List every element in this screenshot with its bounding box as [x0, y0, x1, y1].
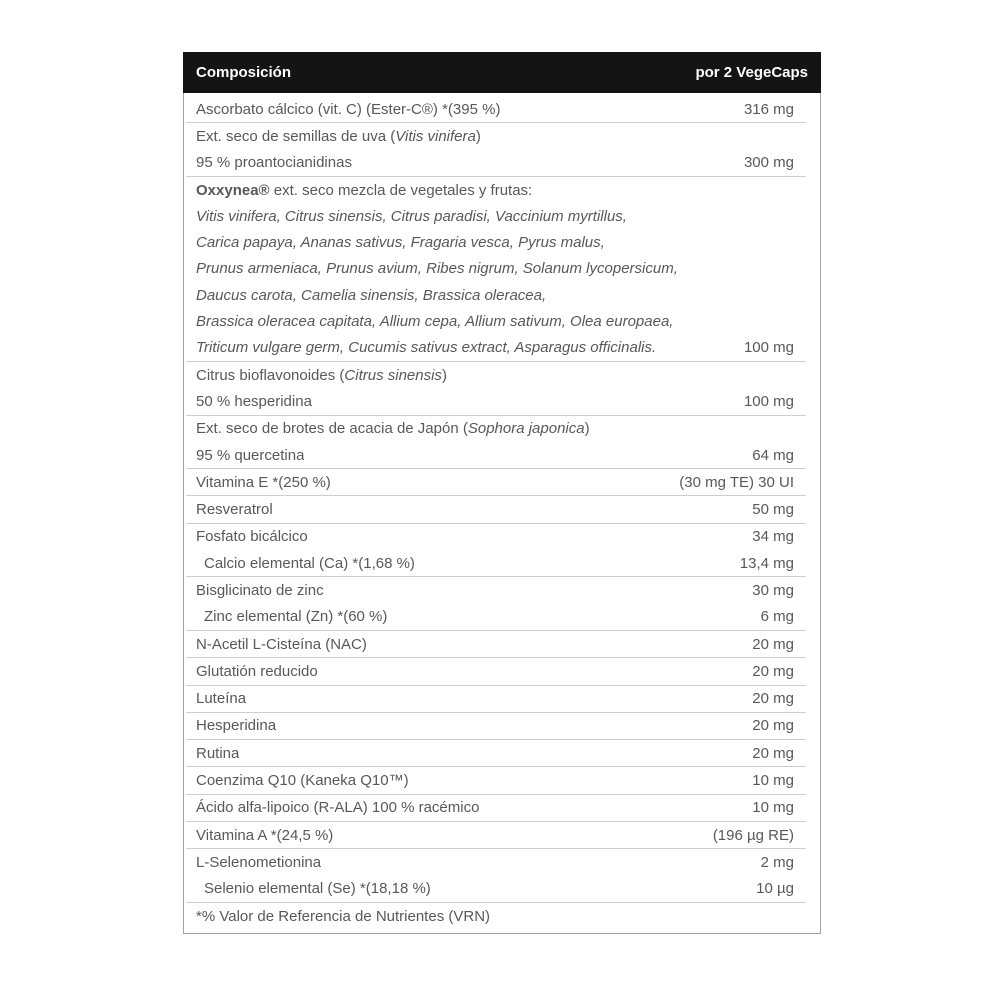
ingredient-line — [184, 740, 820, 766]
table-row-group — [184, 658, 820, 684]
ingredient-line — [184, 123, 820, 149]
table-row-group — [184, 362, 820, 415]
ingredient-line — [184, 203, 820, 229]
table-row-group — [184, 416, 820, 469]
serving-size-label: por 2 VegeCaps — [695, 64, 808, 81]
ingredient-amount: 50 mg — [752, 501, 794, 519]
ingredient-amount: 20 mg — [752, 744, 794, 762]
ingredient-line — [184, 442, 820, 468]
table-row-group — [184, 496, 820, 522]
ingredient-line — [184, 658, 820, 684]
ingredient-amount: 20 mg — [752, 662, 794, 680]
ingredient-name: Triticum vulgare germ, Cucumis sativus extract, Asparagus officinalis. — [196, 339, 657, 357]
ingredient-line — [184, 876, 820, 902]
ingredient-name: Daucus carota, Camelia sinensis, Brassica oleracea, — [196, 286, 547, 304]
ingredient-line — [184, 150, 820, 176]
ingredient-name: Brassica oleracea capitata, Allium cepa, Allium sativum, Olea europaea, — [196, 313, 674, 331]
ingredient-name: 50 % hesperidina — [196, 392, 312, 410]
ingredient-line — [184, 229, 820, 255]
table-row-group — [184, 524, 820, 577]
ingredient-amount: 6 mg — [760, 608, 794, 626]
ingredient-amount: (30 mg TE) 30 UI — [679, 473, 794, 491]
table-row-group — [184, 96, 820, 122]
table-row-group — [184, 822, 820, 848]
ingredient-line — [184, 631, 820, 657]
ingredient-name: Zinc elemental (Zn) *(60 %) — [204, 608, 388, 626]
ingredient-amount: 13,4 mg — [739, 554, 794, 572]
ingredient-line — [184, 822, 820, 848]
table-header — [183, 52, 821, 93]
table-row-group — [184, 177, 820, 361]
table-body — [183, 93, 821, 934]
table-row-group — [184, 849, 820, 902]
ingredient-amount: 10 mg — [752, 772, 794, 790]
ingredient-amount: 100 mg — [743, 339, 794, 357]
ingredient-name: 95 % proantocianidinas — [196, 154, 352, 172]
ingredient-name: Oxxynea® ext. seco mezcla de vegetales y frutas: — [196, 181, 533, 199]
ingredient-name: Vitis vinifera, Citrus sinensis, Citrus paradisi, Vaccinium myrtillus, — [196, 207, 627, 225]
ingredient-name: Rutina — [196, 744, 240, 762]
ingredient-line — [184, 362, 820, 388]
ingredient-line — [184, 577, 820, 603]
composition-table — [183, 52, 821, 934]
ingredient-name: L-Selenometionina — [196, 853, 322, 871]
ingredient-name: Glutatión reducido — [196, 662, 318, 680]
ingredient-name: Luteína — [196, 690, 247, 708]
rows-container — [184, 96, 820, 903]
table-row-group — [184, 713, 820, 739]
ingredient-name: Prunus armeniaca, Prunus avium, Ribes nigrum, Solanum lycopersicum, — [196, 260, 678, 278]
ingredient-line — [184, 496, 820, 522]
ingredient-amount: 20 mg — [752, 635, 794, 653]
ingredient-amount: 30 mg — [752, 581, 794, 599]
table-row-group — [184, 740, 820, 766]
table-row-group — [184, 577, 820, 630]
ingredient-line — [184, 282, 820, 308]
ingredient-name: Vitamina A *(24,5 %) — [196, 826, 334, 844]
ingredient-amount: 100 mg — [743, 392, 794, 410]
ingredient-line — [184, 795, 820, 821]
ingredient-line — [184, 849, 820, 875]
ingredient-line — [184, 604, 820, 630]
ingredient-name: Selenio elemental (Se) *(18,18 %) — [204, 880, 431, 898]
ingredient-line — [184, 524, 820, 550]
ingredient-amount: 300 mg — [743, 154, 794, 172]
ingredient-line — [184, 177, 820, 203]
ingredient-name: N-Acetil L-Cisteína (NAC) — [196, 635, 367, 653]
table-title: Composición — [196, 64, 292, 81]
ingredient-amount: 20 mg — [752, 690, 794, 708]
ingredient-line — [184, 469, 820, 495]
table-row-group — [184, 767, 820, 793]
ingredient-name: Ext. seco de semillas de uva (Vitis vinifera) — [196, 127, 481, 145]
table-row-group — [184, 123, 820, 176]
ingredient-name: Calcio elemental (Ca) *(1,68 %) — [204, 554, 415, 572]
ingredient-line — [184, 308, 820, 334]
ingredient-amount: 10 mg — [752, 799, 794, 817]
ingredient-line — [184, 686, 820, 712]
table-row-group — [184, 631, 820, 657]
ingredient-name: Ácido alfa-lipoico (R-ALA) 100 % racémico — [196, 799, 480, 817]
ingredient-amount: 20 mg — [752, 717, 794, 735]
ingredient-amount: (196 µg RE) — [712, 826, 794, 844]
ingredient-name: Resveratrol — [196, 501, 273, 519]
ingredient-amount: 316 mg — [743, 100, 794, 118]
ingredient-amount: 34 mg — [752, 528, 794, 546]
ingredient-name: Carica papaya, Ananas sativus, Fragaria vesca, Pyrus malus, — [196, 234, 605, 252]
ingredient-name: Hesperidina — [196, 717, 277, 735]
ingredient-name: Bisglicinato de zinc — [196, 581, 324, 599]
ingredient-line — [184, 335, 820, 361]
ingredient-line — [184, 256, 820, 282]
ingredient-name: Coenzima Q10 (Kaneka Q10™) — [196, 772, 409, 790]
ingredient-amount: 64 mg — [752, 446, 794, 464]
table-footer-note: *% Valor de Referencia de Nutrientes (VRN) — [196, 907, 491, 925]
ingredient-line — [184, 416, 820, 442]
ingredient-name: Ext. seco de brotes de acacia de Japón (Sophora japonica) — [196, 420, 590, 438]
table-row-group — [184, 469, 820, 495]
ingredient-name: Citrus bioflavonoides (Citrus sinensis) — [196, 366, 447, 384]
ingredient-line — [184, 388, 820, 414]
table-row-group — [184, 686, 820, 712]
ingredient-name: Vitamina E *(250 %) — [196, 473, 331, 491]
ingredient-amount: 2 mg — [760, 853, 794, 871]
ingredient-name: Fosfato bicálcico — [196, 528, 308, 546]
ingredient-line — [184, 713, 820, 739]
ingredient-line — [184, 550, 820, 576]
ingredient-line — [184, 767, 820, 793]
ingredient-amount: 10 µg — [756, 880, 794, 898]
table-row-group — [184, 795, 820, 821]
ingredient-line — [184, 96, 820, 122]
ingredient-name: 95 % quercetina — [196, 446, 305, 464]
ingredient-name: Ascorbato cálcico (vit. C) (Ester-C®) *(395 %) — [196, 100, 501, 118]
